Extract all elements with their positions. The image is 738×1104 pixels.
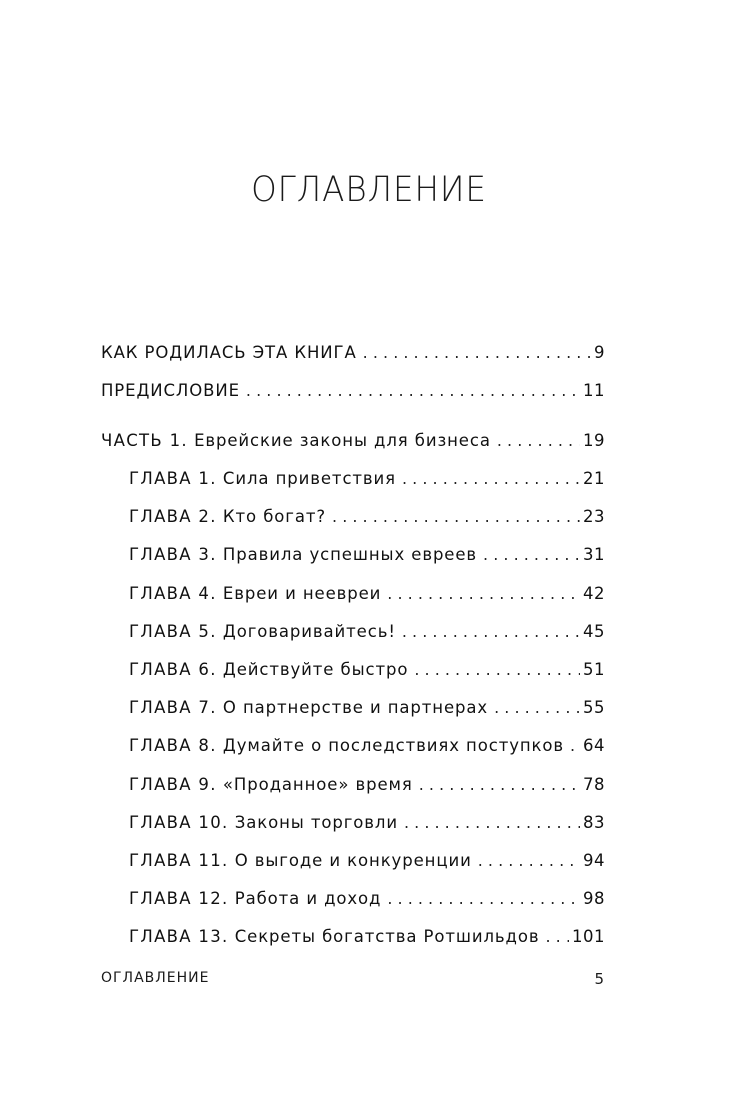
toc-entry-label <box>129 734 564 758</box>
toc-entry-chapter[interactable] <box>129 505 605 529</box>
toc-entry-label <box>129 925 539 949</box>
toc-chapter-title: Сила приветствия <box>222 469 396 488</box>
toc-entry-chapter[interactable] <box>129 811 605 835</box>
toc-chapter-prefix: ГЛАВА 2. <box>129 507 217 527</box>
toc-leader-dots <box>545 925 569 949</box>
toc-entry-chapter[interactable] <box>129 467 605 491</box>
toc-page-number: 94 <box>583 851 605 870</box>
toc-entry-label <box>129 658 408 682</box>
toc-entry-chapter[interactable] <box>129 849 605 873</box>
toc-chapter-title: Действуйте быстро <box>222 660 409 679</box>
toc-leader-dots <box>414 658 580 682</box>
toc-chapter-title: О выгоде и конкуренции <box>234 851 472 870</box>
toc-chapter-title: Кто богат? <box>222 507 327 527</box>
toc-entry-chapter[interactable] <box>129 582 605 606</box>
toc-entry-chapter[interactable] <box>129 620 605 644</box>
toc-page-number: 11 <box>583 381 605 400</box>
toc-entry-chapter[interactable] <box>129 543 605 567</box>
toc-leader-dots <box>387 582 580 606</box>
toc-leader-dots <box>363 341 591 365</box>
toc-leader-dots <box>483 543 580 567</box>
toc-page-number: 51 <box>583 660 605 679</box>
toc-leader-dots <box>404 811 580 835</box>
toc-page-number: 45 <box>583 621 605 641</box>
toc-page-number: 21 <box>583 469 605 488</box>
toc-leader-dots <box>246 379 580 403</box>
toc-chapter-prefix: ГЛАВА 9. <box>129 774 217 794</box>
toc-page-number: 98 <box>583 889 605 909</box>
toc-leader-dots <box>387 887 580 911</box>
toc-entry-label <box>101 429 491 453</box>
toc-entry-chapter[interactable] <box>129 773 605 797</box>
toc-leader-dots <box>402 467 580 491</box>
toc-leader-dots <box>419 773 580 797</box>
toc-chapter-prefix: ГЛАВА 11. <box>129 851 229 870</box>
toc-chapter-title: Правила успешных евреев <box>222 545 478 565</box>
toc-entry-label <box>129 887 381 911</box>
page-title: ОГЛАВЛЕНИЕ <box>251 170 487 210</box>
toc-entry-chapter[interactable] <box>129 734 605 758</box>
toc-page-number: 31 <box>583 545 605 565</box>
toc-leader-dots <box>332 505 580 529</box>
toc-chapter-prefix: ГЛАВА 6. <box>129 660 217 679</box>
toc-entry-label: КАК РОДИЛАСЬ ЭТА КНИГА <box>101 343 357 362</box>
toc-chapter-prefix: ГЛАВА 10. <box>129 812 229 832</box>
toc-chapter-prefix: ГЛАВА 1. <box>129 469 217 488</box>
toc-entry-chapter[interactable] <box>129 887 605 911</box>
toc-chapter-prefix: ГЛАВА 3. <box>129 545 217 565</box>
toc-part-title: Еврейские законы для бизнеса <box>194 431 491 450</box>
toc-entry-label <box>129 505 326 529</box>
toc-leader-dots <box>478 849 580 873</box>
toc-chapter-prefix: ГЛАВА 13. <box>129 927 229 947</box>
toc-leader-dots <box>494 696 580 720</box>
toc-page-number: 55 <box>583 698 605 718</box>
toc-leader-dots <box>570 734 580 758</box>
toc-chapter-title: Законы торговли <box>234 812 398 832</box>
running-head: ОГЛАВЛЕНИЕ <box>101 970 210 986</box>
toc-entry-label <box>129 543 477 567</box>
toc-entry-label <box>129 620 396 644</box>
toc-chapter-title: «Проданное» время <box>222 774 413 794</box>
toc-chapter-prefix: ГЛАВА 12. <box>129 889 229 909</box>
toc-entry-label <box>129 582 381 606</box>
toc-page-number: 9 <box>594 343 605 362</box>
page-number: 5 <box>594 970 605 988</box>
toc-chapter-title: Думайте о последствиях поступков <box>222 736 565 756</box>
toc-entry-label <box>129 849 472 873</box>
toc-entry-preface[interactable] <box>101 379 605 403</box>
toc-chapter-title: О партнерстве и партнерах <box>222 698 489 718</box>
toc-entry-chapter[interactable] <box>129 925 605 949</box>
toc-chapter-prefix: ГЛАВА 5. <box>129 621 217 641</box>
toc-entry-label <box>129 773 413 797</box>
toc-page-number: 19 <box>583 431 605 450</box>
toc-chapter-prefix: ГЛАВА 8. <box>129 736 217 756</box>
toc-entry-label <box>129 696 488 720</box>
toc-leader-dots <box>497 429 580 453</box>
toc-chapter-title: Договаривайтесь! <box>222 621 396 641</box>
toc-page-number: 78 <box>583 774 605 794</box>
toc-chapter-title: Секреты богатства Ротшильдов <box>234 927 540 947</box>
toc-page-number: 101 <box>572 927 605 947</box>
toc-chapter-title: Евреи и неевреи <box>222 583 382 603</box>
toc-entry-label <box>129 467 396 491</box>
toc-page-number: 64 <box>583 736 605 756</box>
toc-page-number: 23 <box>583 507 605 527</box>
page-footer <box>101 970 605 988</box>
toc-entry-label: ПРЕДИСЛОВИЕ <box>101 381 240 400</box>
toc-entry-how-book-was-born[interactable] <box>101 341 605 365</box>
toc-chapter-prefix: ГЛАВА 7. <box>129 698 217 718</box>
toc-part-prefix: ЧАСТЬ 1. <box>101 431 188 450</box>
toc-page-number: 42 <box>583 583 605 603</box>
toc-entry-chapter[interactable] <box>129 658 605 682</box>
toc-leader-dots <box>402 620 580 644</box>
toc-entry-label <box>129 811 398 835</box>
toc-chapter-title: Работа и доход <box>234 889 382 909</box>
toc-chapter-prefix: ГЛАВА 4. <box>129 583 217 603</box>
toc-entry-part-1[interactable] <box>101 429 605 453</box>
toc-entry-chapter[interactable] <box>129 696 605 720</box>
toc-page-number: 83 <box>583 812 605 832</box>
